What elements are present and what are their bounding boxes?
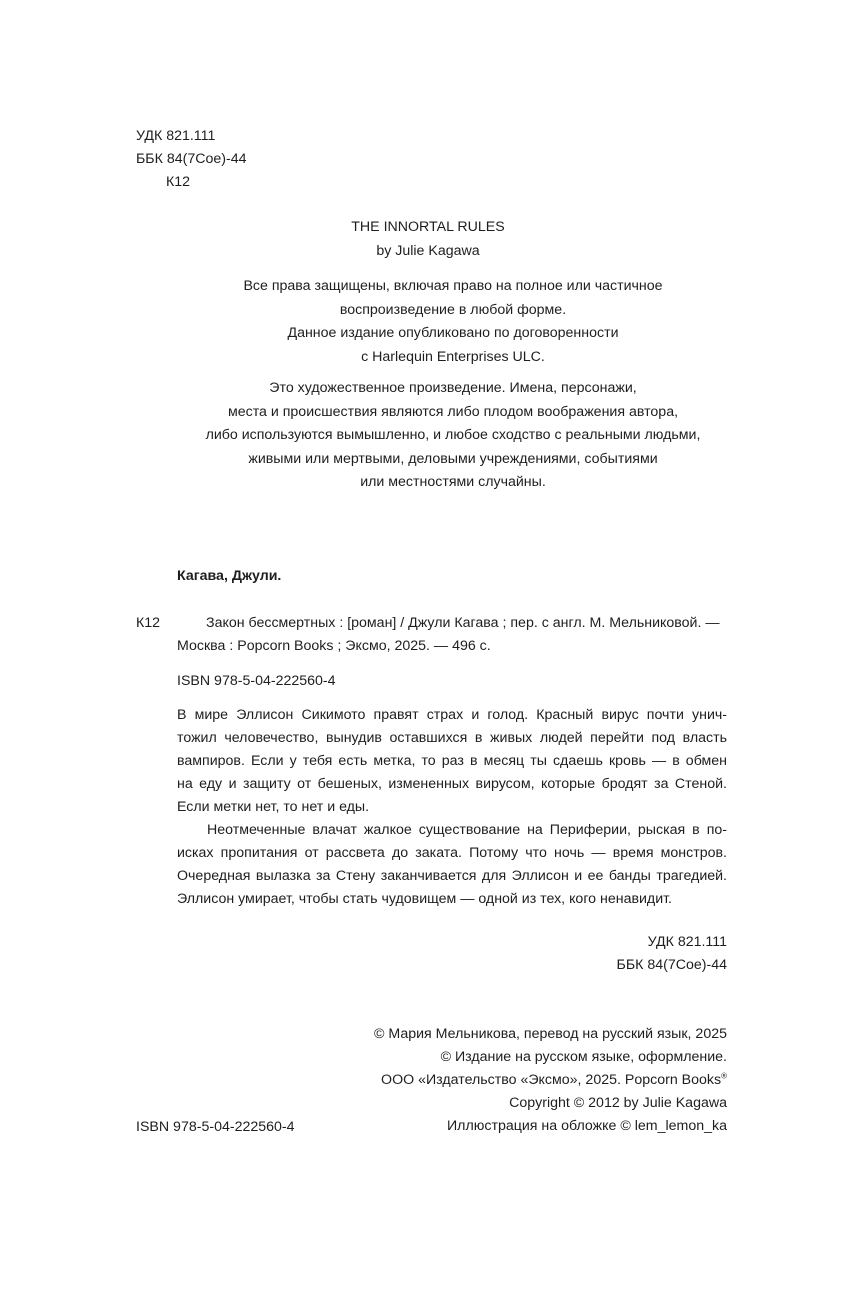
edition-copyright: © Издание на русском языке, оформление. — [440, 1049, 727, 1065]
top-classification-block — [136, 125, 246, 194]
bbk-code: ББК 84(7Сое)-44 — [136, 151, 247, 167]
disclaimer-line: Это художественное произведение. Имена, персонажи, — [269, 380, 637, 396]
rights-notice — [0, 275, 856, 369]
annotation-line: В мире Эллисон Сикимото правят страх и голод. Красный вирус почти унич- — [177, 707, 727, 723]
original-title: THE INNORTAL RULES — [351, 219, 505, 235]
annotation-paragraph-1 — [177, 704, 727, 819]
disclaimer-line: места и происшествия являются либо плодом воображения автора, — [227, 403, 679, 420]
copyright-block — [227, 1023, 727, 1138]
bottom-classification-block — [427, 931, 727, 977]
annotation-line: тожил человечество, вынудив оставшихся в живых людей перейти под власть — [177, 730, 727, 746]
catalog-description-line: Закон бессмертных : [роман] / Джули Кагава ; пер. с англ. М. Мельниковой. — — [206, 615, 720, 631]
publisher-copyright — [227, 1069, 727, 1092]
annotation-line: на еду и защиту от бешеных, измененных вирусом, которые бродят за Стеной. — [177, 776, 727, 792]
rights-line: Все права защищены, включая право на полное или частичное — [243, 278, 663, 294]
book-annotation — [177, 704, 727, 911]
catalog-author-mark: К12 — [136, 615, 161, 631]
annotation-paragraph-2 — [177, 819, 727, 911]
rights-line: с Harlequin Enterprises ULC. — [361, 348, 545, 365]
annotation-line: Неотмеченные влачат жалкое существование на Периферии, рыская в по- — [207, 822, 727, 838]
cover-illustration-credit: Иллюстрация на обложке © lem_lemon_ka — [446, 1118, 727, 1134]
udk-code: УДК 821.111 — [136, 128, 216, 144]
original-copyright: Copyright © 2012 by Julie Kagawa — [509, 1095, 727, 1111]
rights-line: воспроизведение в любой форме. — [339, 301, 567, 318]
annotation-line: исках пропитания от рассвета до заката. Потому что ночь — время монстров. — [177, 845, 727, 861]
bottom-isbn: ISBN 978-5-04-222560-4 — [136, 1119, 295, 1135]
registered-mark-icon: ® — [721, 1071, 727, 1081]
rights-line: Данное издание опубликовано по договоренности — [287, 325, 619, 341]
annotation-line: вампиров. Если у тебя есть метка, то раз в месяц ты сдаешь кровь — в обмен — [177, 753, 727, 769]
translation-copyright: © Мария Мельникова, перевод на русский язык, 2025 — [373, 1026, 727, 1042]
disclaimer-line: или местностями случайны. — [360, 474, 546, 490]
bbk-code: ББК 84(7Сое)-44 — [616, 957, 727, 973]
fiction-disclaimer — [0, 377, 856, 495]
catalog-description — [177, 612, 727, 658]
catalog-isbn: ISBN 978-5-04-222560-4 — [177, 673, 336, 689]
annotation-line: Эллисон умирает, чтобы стать чудовищем — одной из тех, кого ненавидит. — [177, 891, 672, 907]
original-edition-block — [0, 216, 856, 263]
author-mark: К12 — [166, 174, 191, 190]
publisher-text: ООО «Издательство «Эксмо», 2025. Popcorn Books — [381, 1072, 722, 1088]
disclaimer-line: либо используются вымышленно, и любое сходство с реальными людьми, — [205, 427, 701, 443]
annotation-line: Если метки нет, то нет и еды. — [177, 799, 370, 815]
disclaimer-line: живыми или мертвыми, деловыми учреждениями, событиями — [248, 450, 658, 467]
annotation-line: Очередная вылазка за Стену заканчивается для Эллисон и ее банды трагедией. — [177, 868, 727, 884]
catalog-description-line: Москва : Popcorn Books ; Эксмо, 2025. — 496 с. — [177, 638, 491, 654]
catalog-author-heading: Кагава, Джули. — [177, 568, 282, 584]
udk-code: УДК 821.111 — [647, 934, 727, 950]
original-author: by Julie Kagawa — [376, 242, 480, 259]
